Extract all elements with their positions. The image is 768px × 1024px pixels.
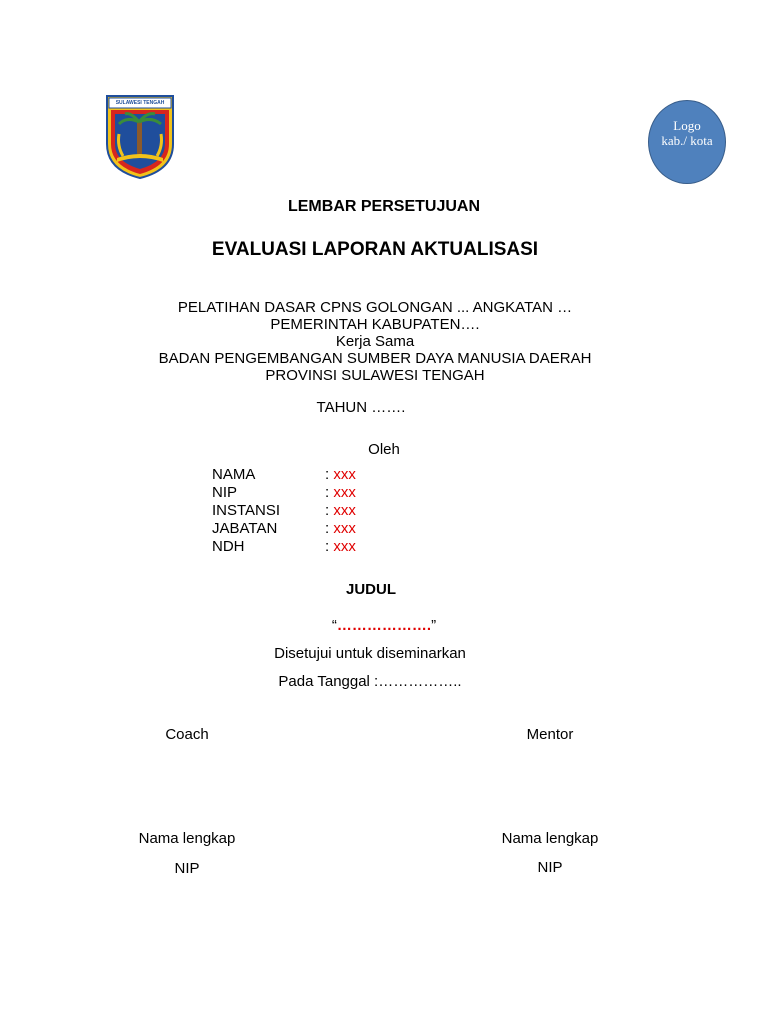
logo-placeholder-line1: Logo xyxy=(673,118,701,133)
field-label-ndh: NDH xyxy=(212,538,245,555)
coach-role: Coach xyxy=(165,726,209,743)
organization-block xyxy=(0,299,750,384)
field-label-nama: NAMA xyxy=(212,466,256,483)
by-label: Oleh xyxy=(368,441,400,458)
approval-text: Disetujui untuk diseminarkan xyxy=(274,645,466,662)
field-value-instansi xyxy=(325,502,356,519)
field-value-nama xyxy=(325,466,356,483)
field-value-text: xxx xyxy=(333,502,356,519)
judul-placeholder-dots: ………………. xyxy=(336,617,432,634)
field-sep: : xyxy=(325,538,334,555)
field-label-jabatan: JABATAN xyxy=(212,520,278,537)
mentor-name: Nama lengkap xyxy=(501,830,599,847)
field-value-jabatan xyxy=(325,520,356,537)
org-line-cooperation: Kerja Sama xyxy=(335,333,415,350)
field-sep: : xyxy=(325,484,334,501)
field-value-text: xxx xyxy=(333,484,356,501)
judul-label: JUDUL xyxy=(345,581,396,598)
field-label-nip: NIP xyxy=(212,484,238,501)
org-line-province: PROVINSI SULAWESI TENGAH xyxy=(265,367,485,384)
date-line: Pada Tanggal :…………….. xyxy=(278,673,462,690)
field-sep: : xyxy=(325,466,334,483)
logo-placeholder xyxy=(648,100,726,184)
year-line: TAHUN ……. xyxy=(316,399,406,416)
mentor-role: Mentor xyxy=(526,726,574,743)
mentor-nip: NIP xyxy=(537,859,563,876)
org-line-training: PELATIHAN DASAR CPNS GOLONGAN ... ANGKATAN … xyxy=(177,299,573,316)
org-line-government: PEMERINTAH KABUPATEN…. xyxy=(270,316,480,333)
field-value-text: xxx xyxy=(333,466,356,483)
field-value-text: xxx xyxy=(333,538,356,555)
field-sep: : xyxy=(325,520,334,537)
org-line-agency: BADAN PENGEMBANGAN SUMBER DAYA MANUSIA DAERAH xyxy=(158,350,592,367)
field-label-instansi: INSTANSI xyxy=(212,502,281,519)
sulawesi-tengah-emblem xyxy=(105,94,175,180)
field-value-ndh xyxy=(325,538,356,555)
judul-open-quote: “ xyxy=(331,617,337,634)
judul-close-quote: ” xyxy=(431,617,437,634)
emblem-banner-text: SULAWESI TENGAH xyxy=(115,100,165,106)
document-title: LEMBAR PERSETUJUAN xyxy=(287,198,480,215)
logo-placeholder-line2: kab./ kota xyxy=(661,133,713,148)
document-subtitle: EVALUASI LAPORAN AKTUALISASI xyxy=(211,239,539,260)
field-value-nip xyxy=(325,484,356,501)
field-value-text: xxx xyxy=(333,520,356,537)
coach-name: Nama lengkap xyxy=(138,830,236,847)
field-sep: : xyxy=(325,502,334,519)
judul-value xyxy=(0,617,768,634)
coach-nip: NIP xyxy=(174,860,200,877)
